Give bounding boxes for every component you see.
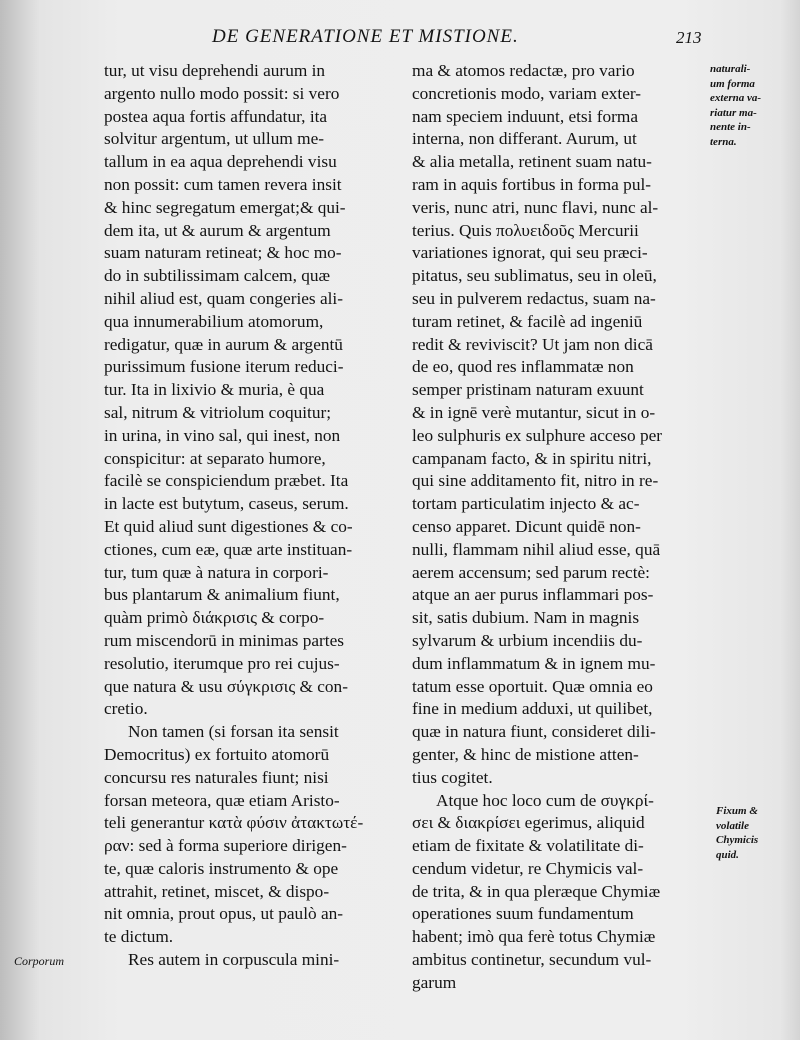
text-line: ram in aquis fortibus in forma pul- xyxy=(412,174,652,194)
text-line: habent; imò qua ferè totus Chymiæ xyxy=(412,927,656,947)
text-line: semper pristinam naturam exuunt xyxy=(412,380,644,400)
text-line: non possit: cum tamen revera insit xyxy=(104,174,342,194)
text-line: tortam particulatim injecto & ac- xyxy=(412,494,640,514)
text-line: rum miscendorū in minimas partes xyxy=(104,630,344,650)
text-line: um forma xyxy=(710,77,755,90)
text-line: etiam de fixitate & volatilitate di- xyxy=(412,836,644,856)
text-line: redit & reviviscit? Ut jam non dicā xyxy=(412,334,653,354)
text-line: qui sine additamento fit, nitro in re- xyxy=(412,471,659,491)
text-line: in lacte est butytum, caseus, serum. xyxy=(104,494,349,514)
text-line: variationes ignorat, qui seu præci- xyxy=(412,243,648,263)
text-line: nente in- xyxy=(710,121,751,133)
text-line: sylvarum & urbium incendiis du- xyxy=(412,630,643,650)
text-line: cretio. xyxy=(104,699,148,719)
text-line: tallum in ea aqua deprehendi visu xyxy=(104,152,337,172)
text-line: Democritus) ex fortuito atomorū xyxy=(104,744,330,764)
text-line: redigatur, quæ in aurum & argentū xyxy=(104,334,343,354)
text-line: do in subtilissimam calcem, quæ xyxy=(104,266,331,286)
text-line: volatile xyxy=(716,819,749,832)
text-line: cendum videtur, re Chymicis val- xyxy=(412,858,644,878)
text-line: purissimum fusione iterum reduci- xyxy=(104,357,344,377)
text-line: aerem accensum; sed parum rectè: xyxy=(412,562,650,582)
right-text-column xyxy=(412,60,712,995)
text-line: ctiones, cum eæ, quæ arte instituan- xyxy=(104,539,353,559)
text-line: nit omnia, prout opus, ut paulò an- xyxy=(104,904,344,924)
text-line: censo apparet. Dicunt quidē non- xyxy=(412,516,641,536)
text-line: de trita, & in qua pleræque Chymiæ xyxy=(412,881,661,901)
text-line: quid. xyxy=(716,848,739,861)
text-line: suam naturam retineat; & hoc mo- xyxy=(104,243,342,263)
text-line: in urina, in vino sal, qui inest, non xyxy=(104,425,341,445)
text-line: conspicitur: at separato humore, xyxy=(104,448,326,468)
text-line: nihil aliud est, quam congeries ali- xyxy=(104,288,343,308)
text-line: tur, ut visu deprehendi aurum in xyxy=(104,61,326,80)
text-line: quæ in natura fiunt, consideret dili- xyxy=(412,722,656,742)
text-line: de eo, quod res inflammatæ non xyxy=(412,357,634,377)
text-line: terius. Quis πολυειδοῦς Mercurii xyxy=(412,220,639,240)
text-line: resolutio, iterumque pro rei cujus- xyxy=(104,653,340,673)
running-title: DE GENERATIONE ET MISTIONE. xyxy=(212,26,519,47)
text-line: externa va- xyxy=(710,92,762,104)
text-line: turam retinet, & facilè ad ingeniū xyxy=(412,311,643,331)
text-line: σει & διακρίσει egerimus, aliquid xyxy=(412,813,645,833)
text-line: Corporum xyxy=(14,954,65,968)
text-line: leo sulphuris ex sulphure acceso per xyxy=(412,425,663,445)
text-line: ραν: sed à forma superiore dirigen- xyxy=(104,836,347,856)
text-line: naturali- xyxy=(710,63,751,75)
text-line: genter, & hinc de mistione atten- xyxy=(412,744,639,764)
text-line: teli generantur κατὰ φύσιν ἀτακτωτέ- xyxy=(104,813,364,833)
text-line: que natura & usu σύγκρισις & con- xyxy=(104,676,348,696)
text-line: ma & atomos redactæ, pro vario xyxy=(412,61,635,80)
text-line: tur, tum quæ à natura in corpori- xyxy=(104,562,329,582)
text-line: postea aqua fortis affundatur, ita xyxy=(104,106,328,126)
text-line: Et quid aliud sunt digestiones & co- xyxy=(104,516,353,536)
margin-note-corporum xyxy=(14,954,104,969)
text-line: qua innumerabilium atomorum, xyxy=(104,311,324,331)
text-line: seu in pulverem redactus, suam na- xyxy=(412,288,656,308)
text-line: concursu res naturales fiunt; nisi xyxy=(104,767,329,787)
text-line: Atque hoc loco cum de συγκρί- xyxy=(436,790,654,810)
text-line: dem ita, ut & aurum & argentum xyxy=(104,220,331,240)
text-line: sal, nitrum & vitriolum coquitur; xyxy=(104,402,332,422)
text-line: solvitur argentum, ut ullum me- xyxy=(104,129,324,149)
text-line: tur. Ita in lixivio & muria, è qua xyxy=(104,380,325,400)
text-line: veris, nunc atri, nunc flavi, nunc al- xyxy=(412,197,659,217)
text-line: & alia metalla, retinent suam natu- xyxy=(412,152,652,172)
text-line: ambitus continetur, secundum vul- xyxy=(412,950,652,970)
text-line: garum xyxy=(412,972,457,992)
text-line: pitatus, seu sublimatus, seu in oleū, xyxy=(412,266,657,286)
text-line: atque an aer purus inflammari pos- xyxy=(412,585,654,605)
text-line: & in ignē verè mutantur, sicut in o- xyxy=(412,402,656,422)
page-number: 213 xyxy=(676,28,702,47)
text-line: Res autem in corpuscula mini- xyxy=(128,950,340,970)
text-line: fine in medium adduxi, ut quilibet, xyxy=(412,699,653,719)
text-line: dum inflammatum & in ignem mu- xyxy=(412,653,656,673)
text-line: te dictum. xyxy=(104,927,174,947)
text-line: nulli, flammam nihil aliud esse, quā xyxy=(412,539,661,559)
left-text-column xyxy=(104,60,404,972)
text-line: argento nullo modo possit: si vero xyxy=(104,83,340,103)
text-line: quàm primò διάκρισις & corpo- xyxy=(104,608,325,628)
text-line: facilè se conspiciendum præbet. Ita xyxy=(104,471,349,491)
text-line: concretionis modo, variam exter- xyxy=(412,83,642,103)
text-line: operationes suum fundamentum xyxy=(412,904,634,924)
text-line: te, quæ caloris instrumento & ope xyxy=(104,858,339,878)
text-line: Non tamen (si forsan ita sensit xyxy=(128,722,339,742)
text-line: nam speciem induunt, etsi forma xyxy=(412,106,639,126)
text-line: forsan meteora, quæ etiam Aristo- xyxy=(104,790,340,810)
text-line: tatum esse oportuit. Quæ omnia eo xyxy=(412,676,653,696)
text-line: sit, satis dubium. Nam in magnis xyxy=(412,608,640,628)
text-line: tius cogitet. xyxy=(412,767,493,787)
text-line: Fixum & xyxy=(716,805,758,817)
text-line: terna. xyxy=(710,135,737,148)
margin-note-natural-forms xyxy=(710,62,796,149)
text-line: interna, non differant. Aurum, ut xyxy=(412,129,637,149)
text-line: bus plantarum & animalium fiunt, xyxy=(104,585,340,605)
text-line: & hinc segregatum emergat;& qui- xyxy=(104,197,346,217)
margin-note-fixum-volatile xyxy=(716,804,798,862)
text-line: riatur ma- xyxy=(710,106,757,119)
text-line: campanam facto, & in spiritu nitri, xyxy=(412,448,652,468)
text-line: attrahit, retinet, miscet, & dispo- xyxy=(104,881,330,901)
text-line: Chymicis xyxy=(716,834,759,846)
